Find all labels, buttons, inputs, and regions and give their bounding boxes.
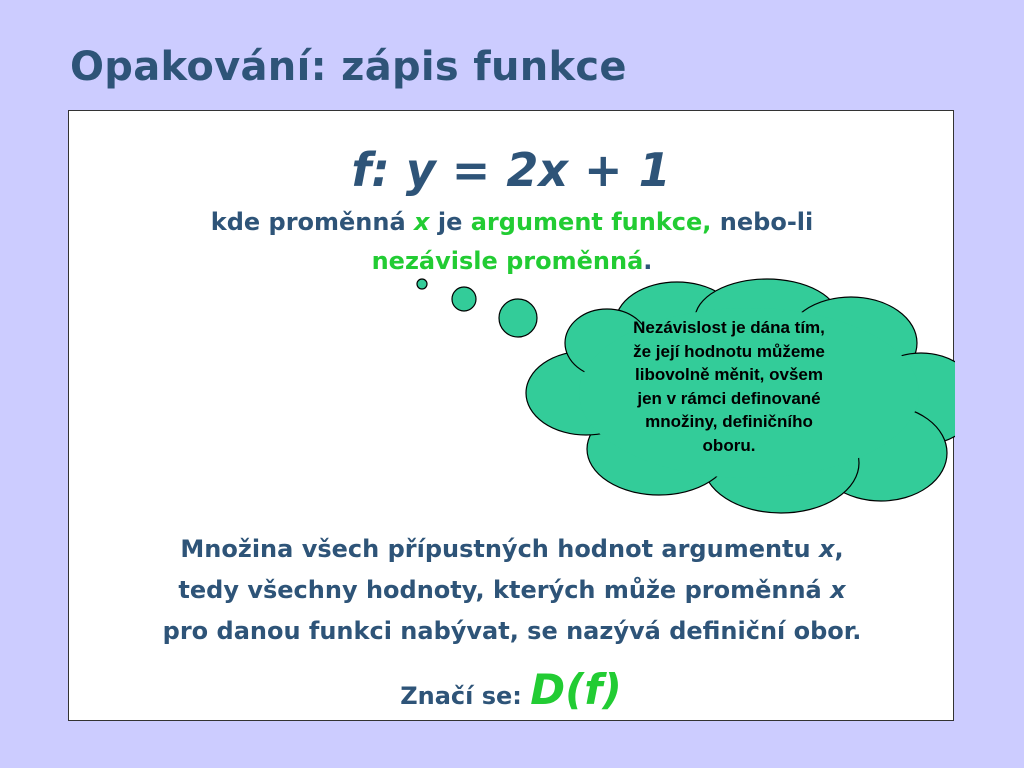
definition-line-2: [89, 570, 935, 611]
definition-l1-variable: x: [818, 535, 835, 563]
definition-l1-comma: ,: [834, 535, 844, 563]
definition-l2-text: tedy všechny hodnoty, kterých může proměnná: [178, 576, 831, 604]
thought-cloud-text: [599, 316, 859, 457]
thought-bubble-large: [499, 299, 537, 337]
cloud-line: množiny, definičního: [645, 412, 813, 431]
intro-part1: kde proměnná: [210, 208, 415, 236]
intro-part3: nebo-li: [711, 208, 814, 236]
notation-label: Značí se:: [400, 682, 531, 710]
cloud-line: libovolně měnit, ovšem: [635, 365, 823, 384]
intro-argument: argument funkce,: [470, 208, 712, 236]
content-panel: [68, 110, 954, 721]
notation-line: [69, 665, 953, 714]
intro-part2: je: [429, 208, 471, 236]
thought-bubble-medium: [452, 287, 476, 311]
intro-end: .: [643, 247, 653, 275]
intro-independent: nezávisle proměnná: [371, 247, 644, 275]
function-formula: f: y = 2x + 1: [351, 143, 671, 197]
slide-title: Opakování: zápis funkce: [70, 44, 627, 90]
notation-symbol: D(f): [530, 665, 622, 714]
definition-text: [89, 529, 935, 652]
cloud-line: jen v rámci definované: [637, 388, 821, 408]
cloud-line: oboru.: [702, 435, 756, 455]
definition-line-1: [89, 529, 935, 570]
definition-l1-text: Množina všech přípustných hodnot argumentu: [180, 535, 819, 563]
definition-l2-variable: x: [830, 576, 846, 604]
cloud-line: že její hodnotu můžeme: [633, 341, 825, 361]
definition-line-3: pro danou funkci nabývat, se nazývá definiční obor.: [162, 617, 862, 645]
cloud-line: Nezávislost je dána tím,: [633, 318, 825, 337]
thought-bubble-small: [417, 279, 427, 289]
intro-variable: x: [414, 208, 430, 236]
